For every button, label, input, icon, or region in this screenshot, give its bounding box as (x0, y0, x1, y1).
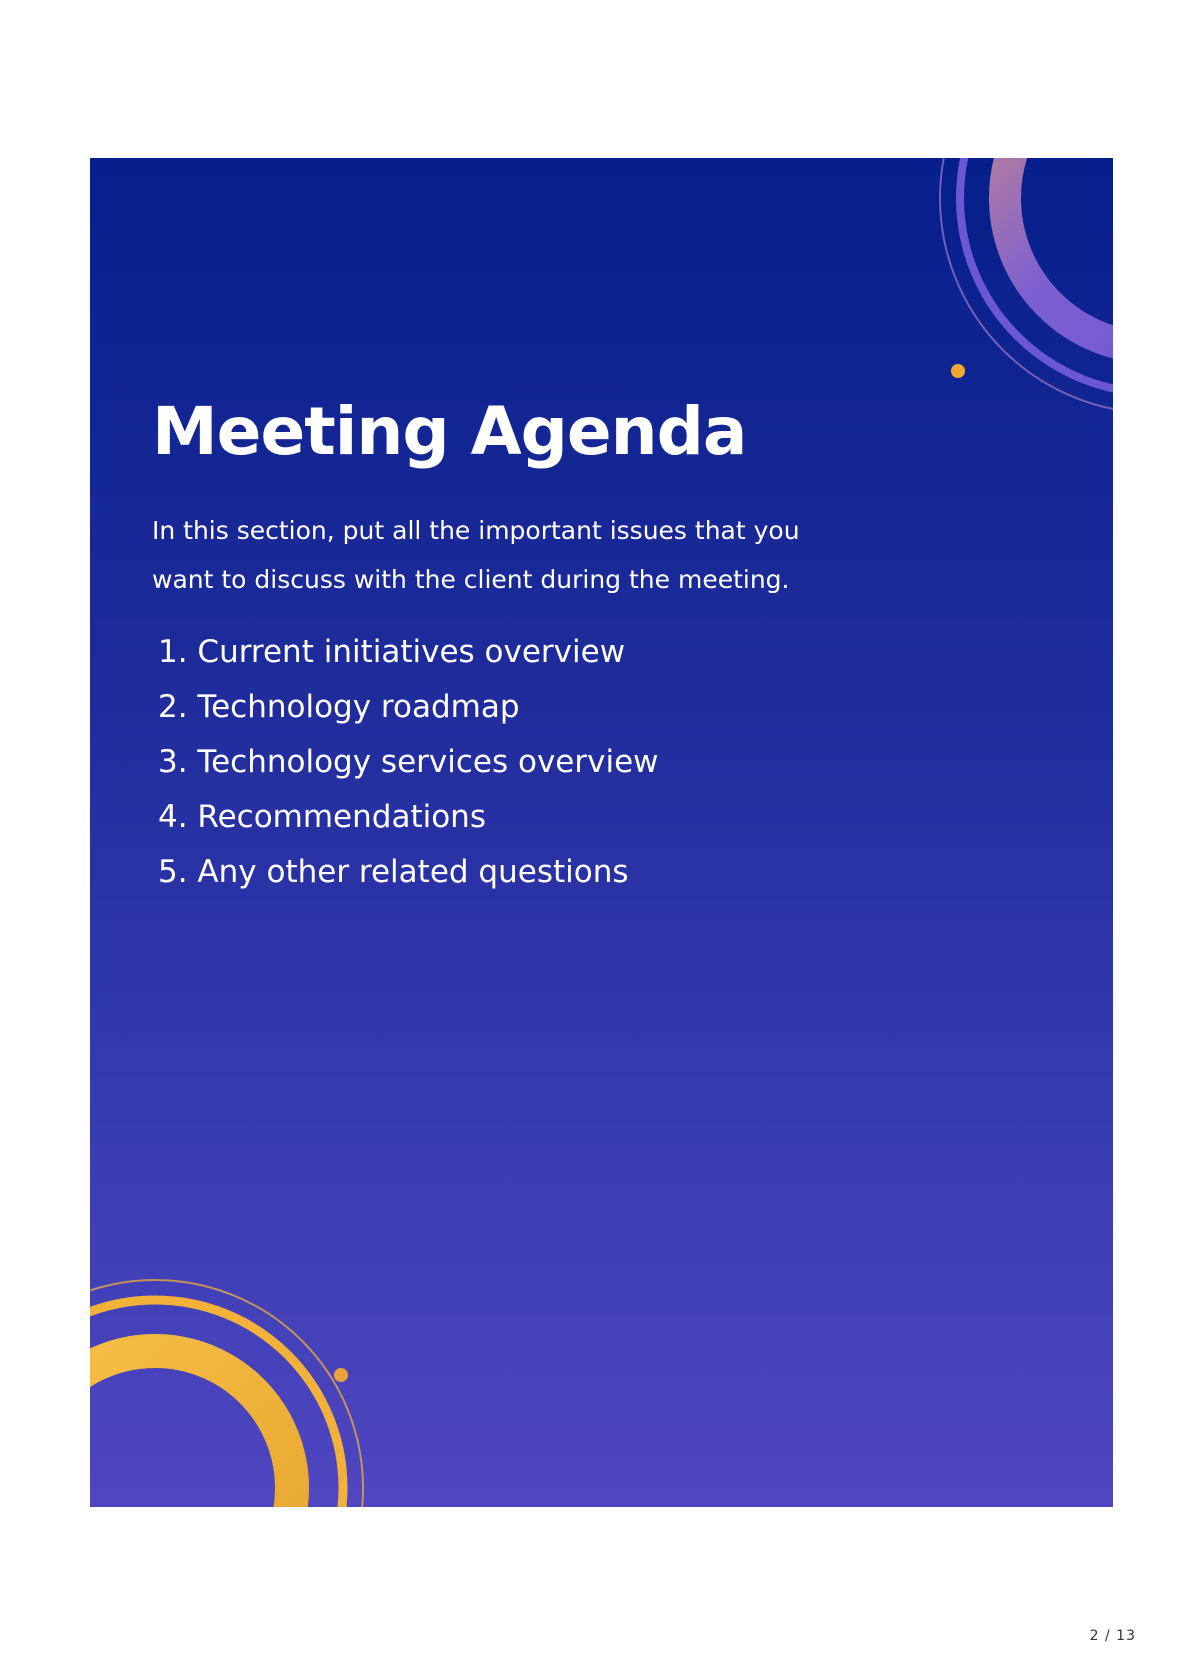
agenda-item: 1. Current initiatives overview (158, 634, 626, 670)
page-number: 2 / 13 (1089, 1628, 1136, 1644)
top-right-ring-group (940, 158, 1113, 413)
agenda-item: 2. Technology roadmap (158, 689, 520, 725)
bottom-left-mid-ring (90, 1300, 343, 1507)
bottom-left-dot (334, 1368, 348, 1382)
top-right-dot (951, 364, 965, 378)
agenda-item: 5. Any other related questions (158, 854, 629, 890)
agenda-item: 4. Recommendations (158, 799, 486, 835)
bottom-left-thick-ring (90, 1351, 292, 1507)
agenda-slide (90, 158, 1113, 1507)
bottom-left-thin-ring (90, 1280, 363, 1507)
top-right-mid-ring (960, 158, 1113, 393)
agenda-list (158, 625, 659, 900)
top-right-thin-ring (940, 158, 1113, 413)
intro-line: want to discuss with the client during the meeting. (152, 565, 790, 594)
agenda-item: 3. Technology services overview (158, 744, 659, 780)
page-title: Meeting Agenda (152, 393, 747, 470)
intro-line: In this section, put all the important issues that you (152, 516, 800, 545)
intro-text (152, 506, 852, 604)
top-right-thick-ring (1005, 158, 1113, 348)
bottom-left-ring-group (90, 1280, 363, 1507)
